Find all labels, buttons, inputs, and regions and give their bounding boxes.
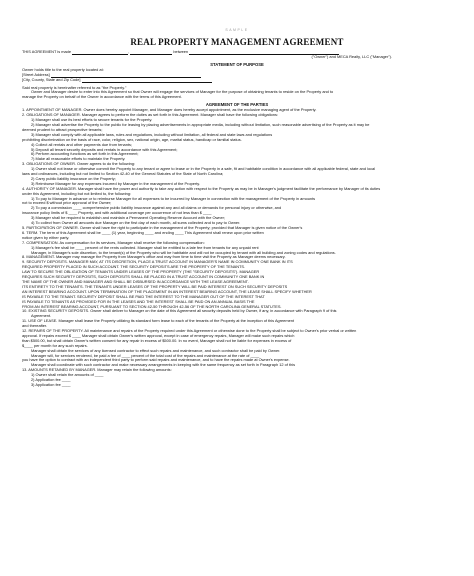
agreement-line: 1. APPOINTMENT OF MANAGER. Owner does hereby appoint Manager, and Manager does hereby accept appointment, as the exclusive managing agent of the Property. bbox=[22, 108, 317, 113]
agreement-line: 2) Carry public liability insurance on the Property; bbox=[31, 176, 116, 181]
agreement-line: IS PAYABLE TO THE TENANT. SECURITY DEPOSIT SHALL BE PAID THE INTEREST TO THE MANAGER OUT OF THE INTEREST THAT bbox=[22, 294, 265, 299]
preamble-line: THIS AGREEMENT is made , between bbox=[22, 50, 452, 55]
statement-line: [Street Address] bbox=[22, 73, 452, 78]
intro-line: manage the Property on behalf of the Owner in accordance with the terms of this Agreement. bbox=[22, 95, 182, 100]
agreement-line: 1) Manager shall use its best efforts to secure tenants for the Property. bbox=[31, 118, 153, 123]
agreement-line: 3) Manager shall be required to establish and maintain a Permanent Operating Reserve Account with the Owner; bbox=[31, 216, 225, 221]
agreement-line: 3) Application fee ____ bbox=[31, 383, 71, 387]
statement-heading: STATEMENT OF PURPOSE bbox=[210, 61, 264, 67]
agreement-line: FROM AN INTEREST BEARING ACCOUNT, PURSUANT TO SECTION 42-50 THROUGH 42-56 OF THE NORTH CAROLINA GENERAL STATUTES. bbox=[22, 304, 282, 309]
agreement-body bbox=[22, 108, 452, 388]
agreement-line: Manager will, for services rendered, be paid a fee of ____ percent of the total cost of the repairs and maintenance at the rate of ____ bbox=[31, 353, 260, 358]
agreement-line: 2. OBLIGATIONS OF MANAGER. Manager agrees to perform the duties as set forth in this Agreement. Manager shall have the following obligations: bbox=[22, 113, 278, 118]
agreement-line: insurance policy limits of $ ____ Property, and with additional coverage per occurrence of not less than $ ____ bbox=[22, 211, 212, 216]
agreement-line: REQUIRES SUCH SECURITY DEPOSITS, SUCH DEPOSITS SHALL BE PLACED IN A TRUST ACCOUNT IN COMMUNITY ONE BANK IN bbox=[22, 275, 265, 280]
agreement-line: deemed prudent to attract prospective tenants; bbox=[22, 127, 103, 132]
agreement-line: Manager shall coordinate with such contractor and make necessary arrangements in keeping with the same frequency as set forth in Paragraph 12 of this bbox=[31, 363, 296, 368]
parties-heading: AGREEMENT OF THE PARTIES bbox=[205, 102, 269, 108]
agreement-line: 7. COMPENSATION. As compensation for its services, Manager shall receive the following compensation: bbox=[22, 240, 205, 245]
agreement-line: 1) To pay to Manager in advance or to reimburse Manager for all expenses to be incurred by Manager in connection with the management of the Property in amounts bbox=[31, 196, 316, 201]
agreement-line: 3. OBLIGATIONS OF OWNER. Owner agrees to do the following: bbox=[22, 162, 136, 167]
agreement-line: 13. AMOUNTS RETAINED BY MANAGER. Manager may retain the following amounts: bbox=[22, 368, 172, 373]
agreement-line: AN INTEREST BEARING ACCOUNT. UPON TERMINATION OF THE PLACEMENT IN AN INTEREST BEARING ACCOUNT, THE LEASE SHALL SPECIFY WHETHER bbox=[22, 289, 312, 294]
agreement-line: 4) To collect from Owner all amounts due Manager on the first day of each month, all sums collected and to pay to Owner. bbox=[31, 221, 241, 226]
agreement-line: REQUIRED PROPERTY PLACED IN SUCH ACCOUNT. THE SECURITY DEPOSITS ARE THE PROPERTY OF THE TENANTS. bbox=[22, 265, 246, 270]
agreement-line: 3) Manager shall comply with all applicable laws, rules and regulations, including without limitation, all federal and state laws and regulations bbox=[31, 132, 273, 137]
agreement-line: IS PAYABLE TO TENANTS AS PROVIDED FOR IN THE LEASES AND THE INTEREST SHALL BE PAID ON AN ANNUAL BASIS THE bbox=[22, 299, 255, 304]
watermark: SAMPLE bbox=[225, 28, 249, 32]
agreement-line: 6) Perform accounting functions as set forth in this Agreement; bbox=[31, 152, 139, 157]
agreement-line: 7) Make all reasonable efforts to maintain the Property. bbox=[31, 157, 126, 162]
agreement-line: 9. SECURITY DEPOSITS. MANAGER MAY, AT ITS DISCRETION, PLACE A TRUST ACCOUNT IN MANAGER'S NAME IN COMMUNITY ONE BANK IN ITS bbox=[22, 260, 293, 265]
intro-line: Owner and Manager desire to enter into this Agreement so that Owner will engage the services of Manager for the purpose of obtaining tenants to reside on the Property and to bbox=[31, 90, 334, 95]
statement-line: Owner holds title to the real property located at: bbox=[22, 67, 104, 72]
agreement-line: 1) Owner shall not lease or otherwise commit the Property to any tenant or agree to lease or in the Property in a safe, fit and habitable condition in accordance with all applicable federal, state and local bbox=[31, 167, 376, 172]
agreement-line: 1) Owner shall retain the amounts of ____ bbox=[31, 373, 104, 378]
agreement-line: 2) Application fee ____ bbox=[31, 378, 71, 383]
agreement-line: not to exceed $ without prior approval of the Owner; bbox=[22, 201, 112, 206]
intro-line: Said real property is hereinafter referred to as "the Property." bbox=[22, 85, 127, 90]
agreement-line: 4) Collect all rentals and other payments due from tenants; bbox=[31, 142, 132, 147]
agreement-line: $____ per month for any such repairs. bbox=[22, 343, 88, 348]
agreement-line: 3) Reimburse Manager for any expenses incurred by Manager in the management of the Property. bbox=[31, 181, 201, 186]
agreement-line: approval. If repairs exceed $ ____ Manager shall obtain Owner's written approval, except in case of emergency repairs, Manager will make such repairs which bbox=[22, 333, 295, 338]
agreement-line: LAW TO SECURE THE OBLIGATION OF TENANTS UNDER LEASES OF THE PROPERTY (THE "SECURITY DEPOSITS"). MANAGER bbox=[22, 270, 260, 275]
document-title: REAL PROPERTY MANAGEMENT AGREEMENT bbox=[130, 37, 344, 47]
agreement-line: ITS ENTIRETY TO THE TENANTS. THE TENANTS UNDER LEASES OF THE PROPERTY WILL BE PAID INTEREST ON SUCH SECURITY DEPOSITS bbox=[22, 284, 288, 289]
agreement-line: laws and ordinances, including but not limited to Section 42-40 of the General Statutes of the State of North Carolina; bbox=[22, 172, 224, 177]
agreement-line: THE NAME OF THE OWNER AND MANAGER AND SHALL BE DISBURSED IN ACCORDANCE WITH THE LEASE AGREEMENT. bbox=[22, 279, 249, 284]
agreement-line: Manager shall obtain the services of any licensed contractor to effect such repairs and maintenance, and such contractor shall be paid by Owner. bbox=[31, 348, 281, 353]
agreement-line: 12. REPAIRS OF THE PROPERTY. All maintenance and repairs of the Property required under this Agreement or otherwise done to the Property shall be subject to Owner's prior verbal or written bbox=[22, 329, 357, 334]
agreement-line: 10. EXISTING SECURITY DEPOSITS. Owner shall deliver to Manager on the date of this Agreement all security deposits held by Owner, if any, in accordance with Paragraph 9 of this bbox=[22, 309, 337, 314]
agreement-line: 1) Manager's fee shall be ____ percent of the rents collected. Manager shall be entitled to a late fee from tenants for any unpaid rent bbox=[31, 245, 259, 250]
agreement-line: Agreement. bbox=[31, 314, 52, 319]
agreement-line: 6. TERM. The term of this Agreement shall be ____ (1) year, beginning ____ and ending ____ This Agreement shall renew upon prior written bbox=[22, 230, 264, 235]
agreement-line: you have the option to contract with an independent third party to perform said repairs and maintenance, and to have the repairs made at Owner's expense. bbox=[22, 358, 290, 363]
agreement-line: 8. MANAGEMENT. Manager may manage the Property from Manager's office and may from time to time visit the Property as Manager deems necessary. bbox=[22, 255, 286, 260]
agreement-line: 11. USE OF LEASE. Manager shall lease the Property utilizing its standard form lease to each of the tenants of the Property at the inception of this Agreement bbox=[22, 319, 294, 324]
agreement-line: notice given by either party. bbox=[22, 235, 70, 240]
agreement-line: than $500.00, but shall obtain Owner's written consent for any repair in excess of $500.00. In no event, Manager shall not be liable for expenses in excess of bbox=[22, 338, 292, 343]
agreement-line: and thereafter. bbox=[22, 324, 48, 329]
agreement-line: 4. AUTHORITY OF MANAGER. Manager shall have the power and authority to take any action with respect to the Property as may be in Manager's judgment facilitate the performance by Manager of its duties bbox=[22, 186, 381, 191]
agreement-line: Manager, in Manager's sole discretion, to the tenant(s) of the Property who will be habitable and will not be occupied by tenant with all building and zoning codes and regulations. bbox=[31, 250, 336, 255]
agreement-line: 2) To pay a commission ____ comprehensive public liability insurance against any and all claims or demands for personal injury or otherwise, and bbox=[31, 206, 282, 211]
statement-line: [City, County, State and Zip Code] bbox=[22, 78, 452, 83]
agreement-line: 5. PARTICIPATION OF OWNER. Owner shall have the right to participate in the management of the Property; provided that Manager is given notice of the Owner's bbox=[22, 226, 303, 230]
agreement-line: 5) Deposit all tenant security deposits and rentals in accordance with this Agreement; bbox=[31, 147, 178, 152]
agreement-line: 2) Manager shall advertise the Property to the public for leasing by placing advertisements in appropriate media, including without limitation, such reasonable advertising of the Property as it may be bbox=[31, 122, 370, 127]
preamble-line: ("Owner") and MECA Realty, LLC ("Manager"). bbox=[311, 54, 392, 59]
agreement-line: prohibiting discrimination on the basis of race, color, religion, sex, national origin, age, marital status, handicap or familial status. bbox=[22, 137, 242, 142]
agreement-line: under this Agreement, including but not limited to, the following: bbox=[22, 191, 132, 196]
